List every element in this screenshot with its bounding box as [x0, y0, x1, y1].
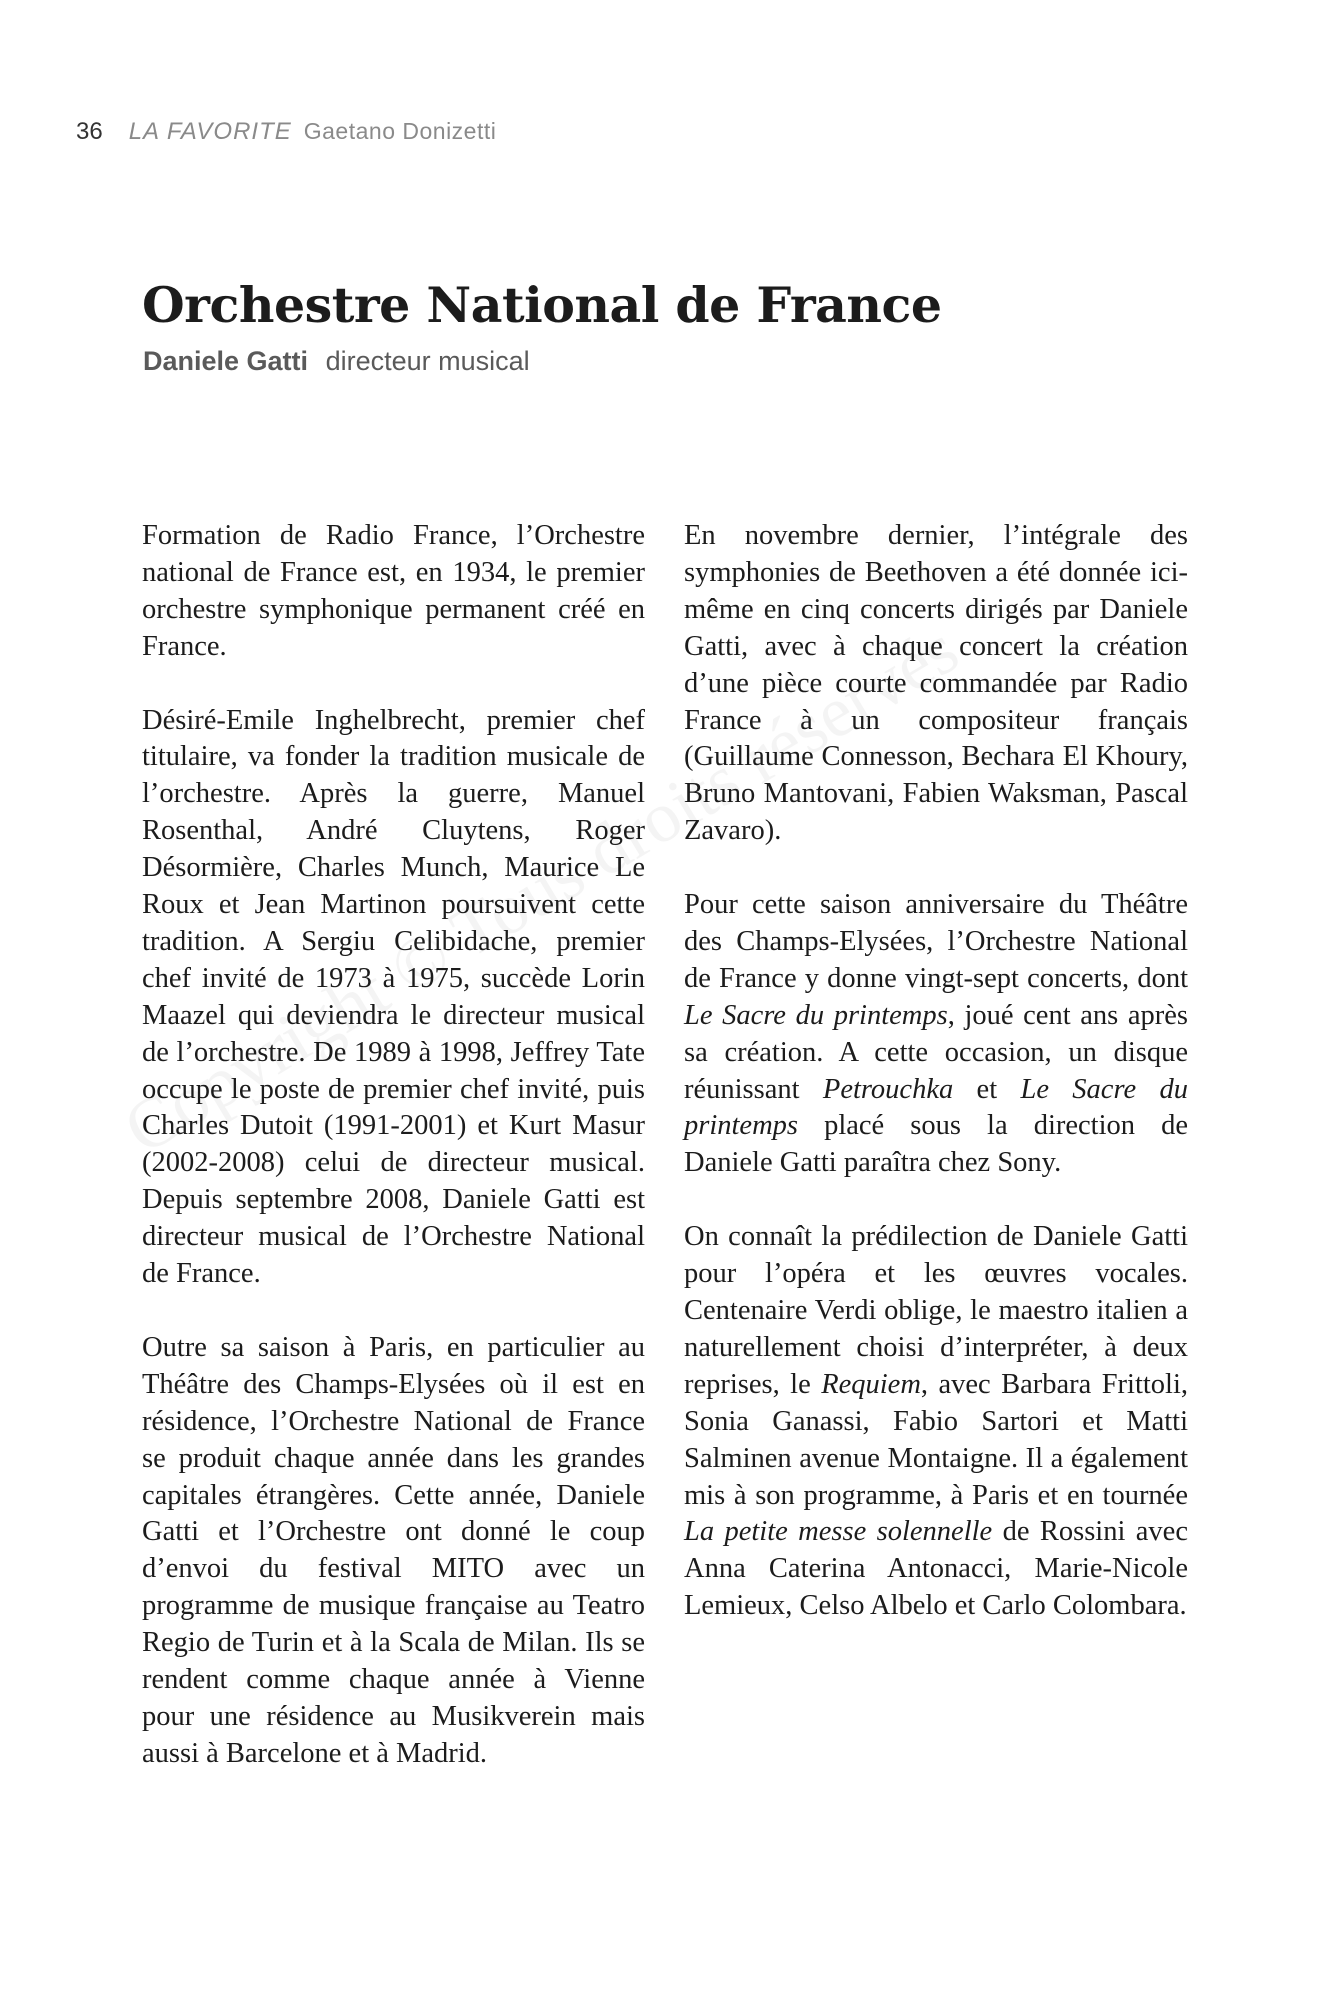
text-run: et [953, 1073, 1021, 1105]
paragraph: Outre sa saison à Paris, en particulier au Théâtre des Champs-Elysées où il est en résidence, l’Orchestre National de France se produit chaque année dans les grandes capitales étrangères. Cette année, Daniele Gatti et l’Orchestre ont donné le coup d’envoi du festival MITO avec un programme de musique française au Teatro Regio de Turin et à la Scala de Milan. Ils se rendent comme chaque année à Vienne pour une résidence au Musikverein mais aussi à Barcelone et à Madrid. [142, 1331, 645, 1769]
text-run: placé sous la direction de Daniele Gatti paraîtra chez Sony. [684, 1110, 1188, 1179]
text-run: , joué cent ans après sa création. A cette occasion, un disque réunissant [684, 999, 1188, 1105]
paragraph: Formation de Radio France, l’Orchestre national de France est, en 1934, le premier orchestre symphonique permanent créé en France. [142, 520, 645, 662]
paragraph: Désiré-Emile Inghelbrecht, premier chef titulaire, va fonder la tradition musicale de l’orchestre. Après la guerre, Manuel Rosenthal, André Cluytens, Roger Désormière, Charles Munch, Maurice Le Roux et Jean Martinon poursuivent cette tradition. A Sergiu Celibidache, premier chef invité de 1973 à 1975, succède Lorin Maazel qui deviendra le directeur musical de l’orchestre. De 1989 à 1998, Jeffrey Tate occupe le poste de premier chef invité, puis Charles Dutoit (1991-2001) et Kurt Masur (2002-2008) celui de directeur musical. Depuis septembre 2008, Daniele Gatti est directeur musical de l’Orchestre National de France. [142, 704, 645, 1290]
paragraph [684, 1219, 1188, 1625]
text-run: Pour cette saison anniversaire du Théâtre des Champs-Elysées, l’Orchestre National de France y donne vingt-sept concerts, dont [684, 889, 1188, 994]
running-header [76, 118, 496, 146]
left-column [142, 518, 645, 1810]
right-column [684, 518, 1188, 1662]
section-subtitle [143, 346, 530, 377]
work-title: La petite messe solennelle [684, 1516, 993, 1548]
work-title: Requiem [821, 1368, 921, 1400]
text-run: , avec Barbara Frittoli, Sonia Ganassi, Fabio Sartori et Matti Salminen avenue Montaigne. Il a également mis à son programme, à Paris et en tournée [684, 1368, 1189, 1511]
conductor-name: Daniele Gatti [143, 346, 309, 376]
text-run: de Rossini avec Anna Caterina Antonacci, Marie-Nicole Lemieux, Celso Albelo et Carlo Colombara. [684, 1516, 1188, 1622]
paragraph: En novembre dernier, l’intégrale des symphonies de Beethoven a été donnée ici-même en cinq concerts dirigés par Daniele Gatti, avec à chaque concert la création d’une pièce courte commandée par Radio France à un compositeur français (Guillaume Connesson, Bechara El Khoury, Bruno Mantovani, Fabien Waksman, Pascal Zavaro). [684, 520, 1188, 847]
work-title: Petrouchka [822, 1073, 954, 1105]
paragraph [684, 887, 1188, 1182]
conductor-role: directeur musical [325, 346, 530, 376]
text-run: On connaît la prédilection de Daniele Gatti pour l’opéra et les œuvres vocales. Centenaire Verdi oblige, le maestro italien a naturellement choisi d’interpréter, à deux reprises, le [684, 1221, 1188, 1400]
work-title: Le Sacre du printemps [684, 1073, 1188, 1142]
running-composer: Gaetano Donizetti [303, 118, 497, 144]
section-title: Orchestre National de France [142, 276, 942, 334]
page-number: 36 [76, 118, 103, 145]
work-title: Le Sacre du printemps [684, 999, 948, 1031]
running-title: LA FAVORITE [128, 118, 292, 145]
